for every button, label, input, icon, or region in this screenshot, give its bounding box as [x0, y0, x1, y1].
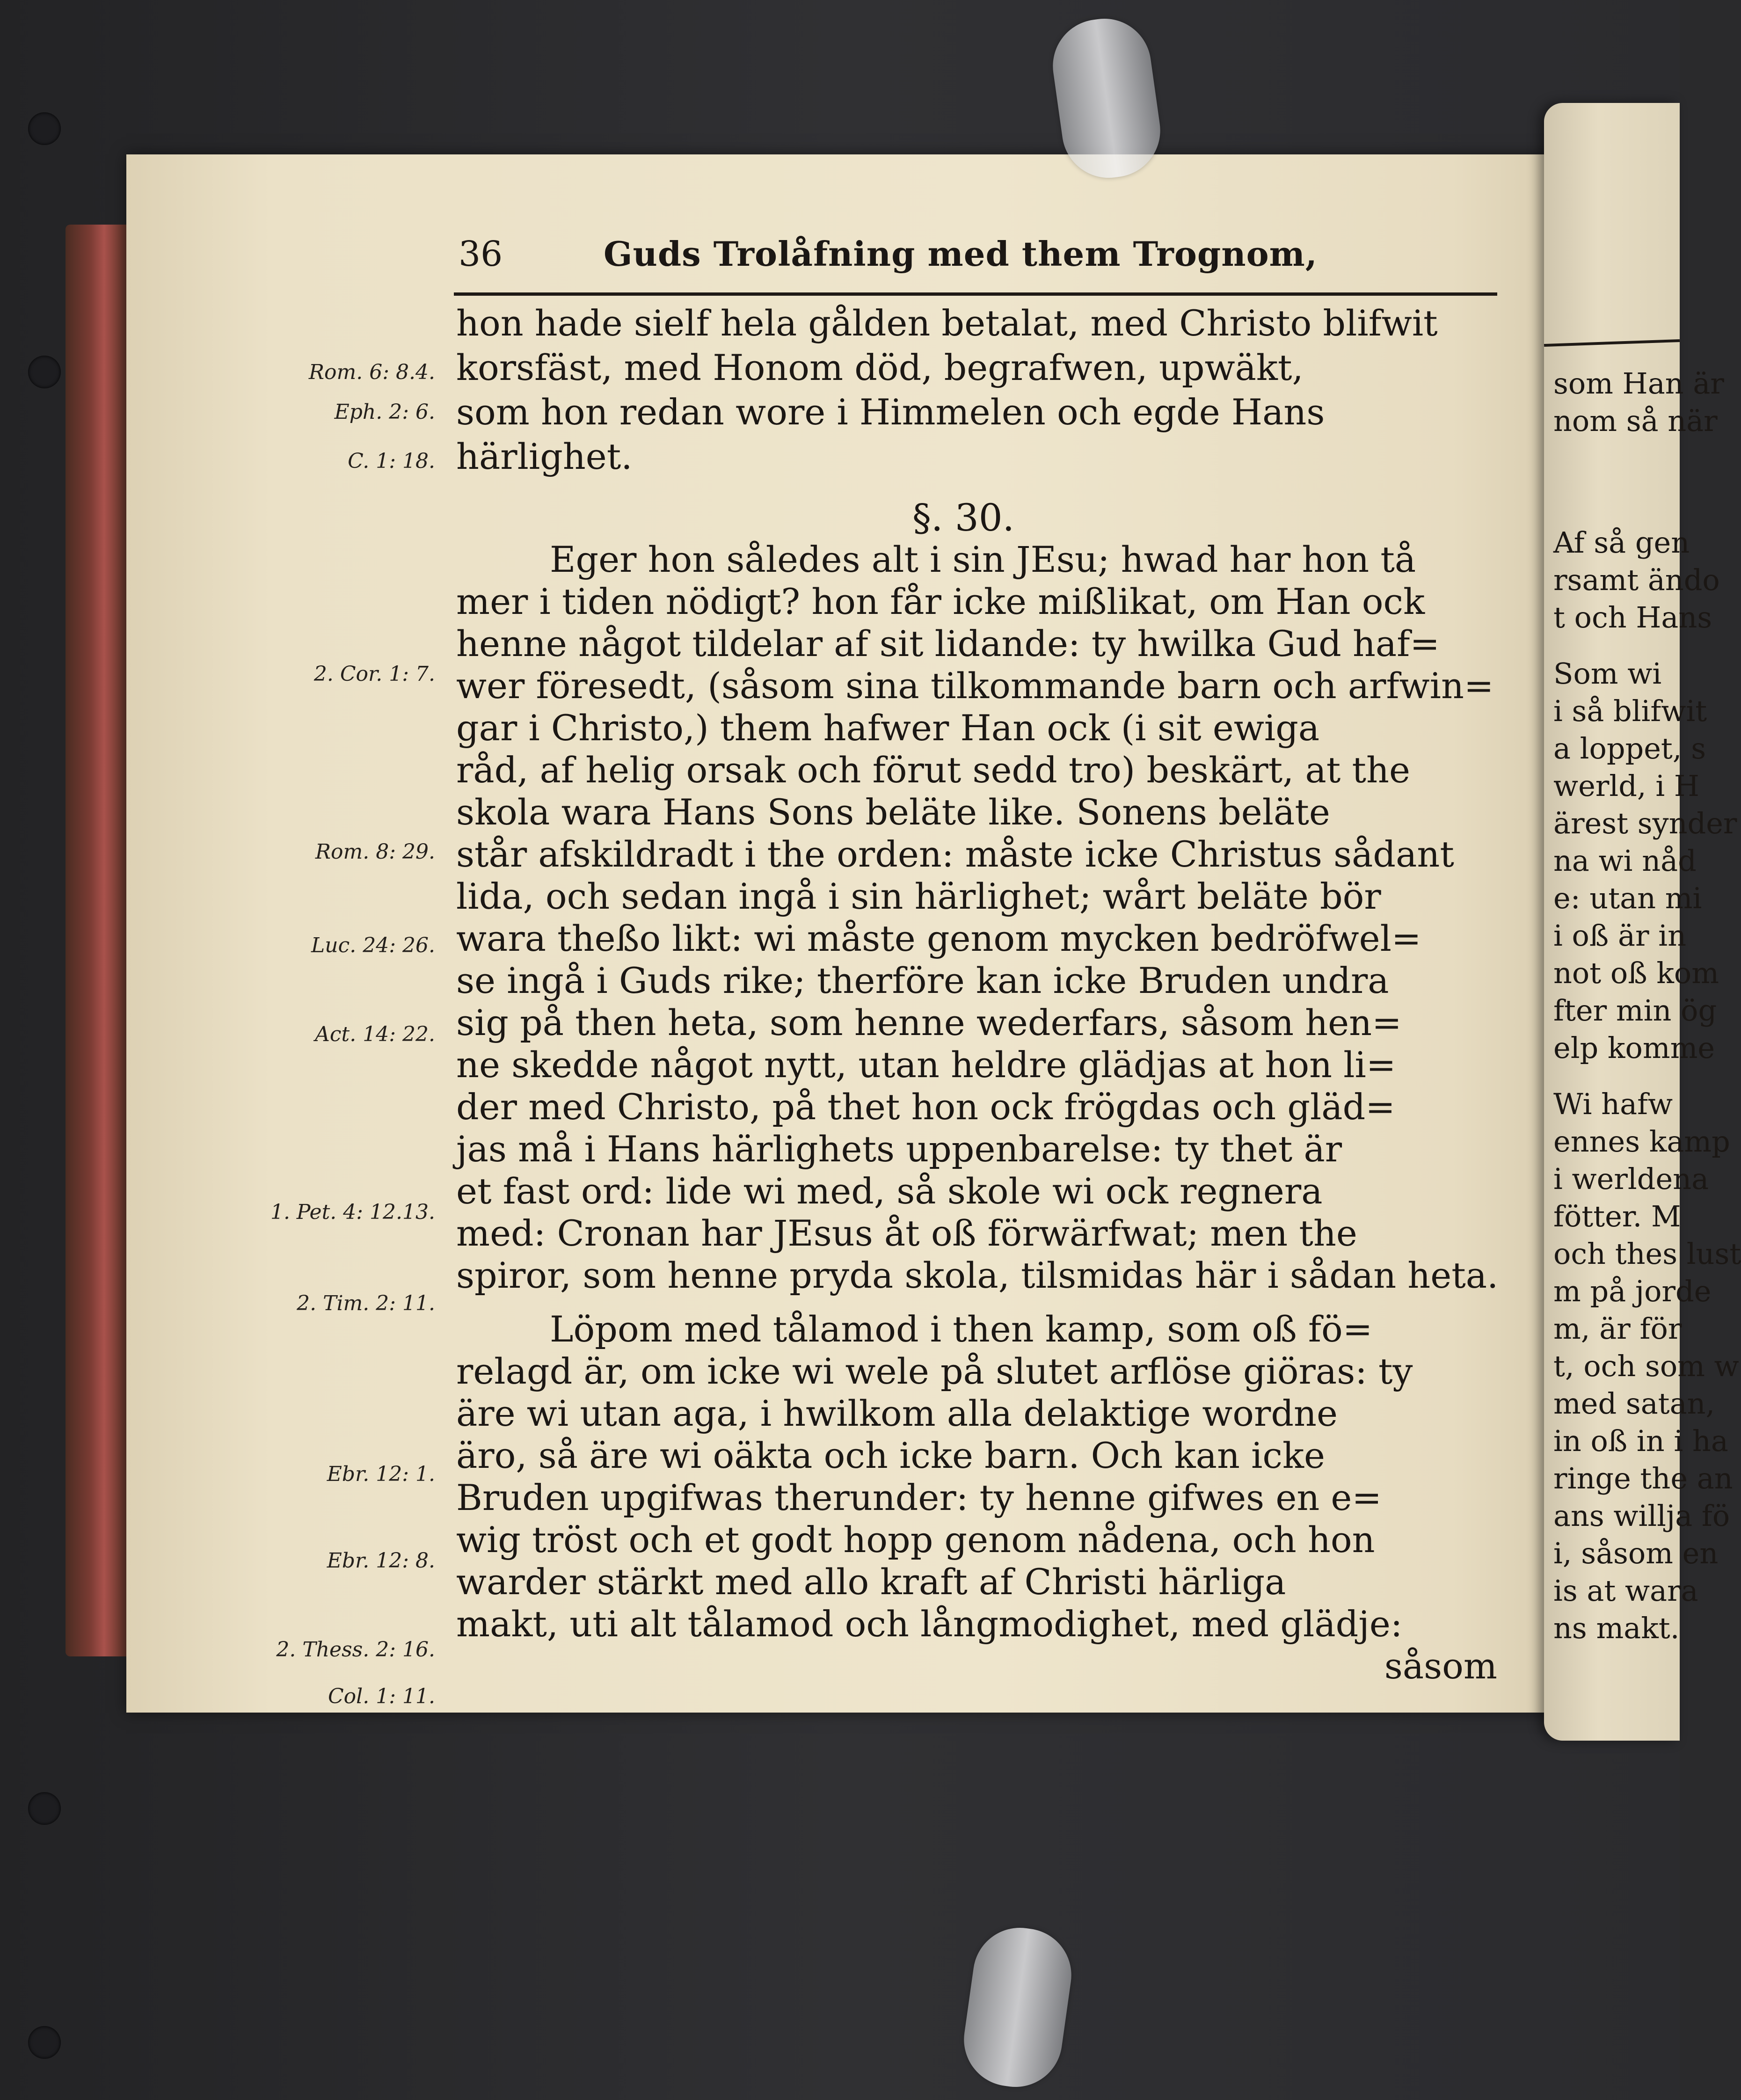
next-page-line: in oß in i ha — [1553, 1424, 1728, 1458]
margin-reference: Ebr. 12: 1. — [327, 1462, 435, 1486]
text-line: relagd är, om icke wi wele på slutet arflöse giöras: ty — [456, 1350, 1413, 1392]
next-page-rule — [1544, 339, 1680, 347]
next-page-line: ärest synder — [1553, 806, 1737, 840]
cradle-peg — [28, 356, 61, 388]
text-line: se ingå i Guds rike; therföre kan icke Bruden undra — [456, 960, 1389, 1001]
next-page-line: t, och som w — [1553, 1349, 1739, 1383]
next-page-line: na wi nåd — [1553, 844, 1697, 878]
next-page-line: med satan, — [1553, 1386, 1715, 1421]
text-line: henne något tildelar af sit lidande: ty hwilka Gud haf= — [456, 623, 1440, 664]
text-line: et fast ord: lide wi med, så skole wi ock regnera — [456, 1170, 1323, 1212]
next-page-line: och thes lust — [1553, 1237, 1741, 1271]
next-page-line: fötter. M — [1553, 1199, 1681, 1233]
text-line: står afskildradt i the orden: måste icke Christus sådant — [456, 833, 1454, 875]
margin-reference: Eph. 2: 6. — [334, 400, 435, 424]
next-page-line: werld, i H — [1553, 769, 1699, 803]
text-line: lida, och sedan ingå i sin härlighet; wårt beläte bör — [456, 875, 1381, 917]
next-page-line: elp komme — [1553, 1031, 1715, 1065]
next-page-line: m på jorde — [1553, 1274, 1712, 1308]
next-page-line: is at wara — [1553, 1574, 1698, 1608]
text-line: äre wi utan aga, i hwilkom alla delaktige wordne — [456, 1393, 1338, 1434]
text-line: hon hade sielf hela gålden betalat, med Christo blifwit — [456, 302, 1438, 344]
margin-reference: 2. Tim. 2: 11. — [297, 1291, 435, 1315]
text-line: med: Cronan har JEsus åt oß förwärfwat; men the — [456, 1212, 1357, 1254]
page-number: 36 — [459, 234, 503, 274]
text-line: mer i tiden nödigt? hon får icke mißlikat, om Han ock — [456, 581, 1425, 622]
margin-reference: 1. Pet. 4: 12.13. — [270, 1200, 435, 1224]
margin-reference: Ebr. 12: 8. — [327, 1549, 435, 1573]
next-page-line: som Han är — [1553, 366, 1724, 401]
next-page-line: ns makt. — [1553, 1611, 1680, 1645]
margin-reference: 2. Thess. 2: 16. — [276, 1638, 435, 1662]
running-title: Guds Trolåfning med them Trognom, — [604, 234, 1318, 274]
next-page-line: ringe the an — [1553, 1461, 1733, 1495]
text-line: Löpom med tålamod i then kamp, som oß fö= — [550, 1308, 1373, 1350]
next-page-line: i, såsom en — [1553, 1536, 1719, 1570]
next-page-line: Som wi — [1553, 656, 1662, 691]
margin-reference: C. 1: 18. — [348, 449, 435, 473]
text-line: warder stärkt med allo kraft af Christi härliga — [456, 1561, 1286, 1603]
margin-reference: 2. Cor. 1: 7. — [313, 662, 435, 686]
text-line: wer föresedt, (såsom sina tilkommande barn och arfwin= — [456, 665, 1494, 707]
text-line: äro, så äre wi oäkta och icke barn. Och kan icke — [456, 1435, 1325, 1476]
next-page-line: not oß kom — [1553, 956, 1719, 990]
next-page-line: t och Hans — [1553, 600, 1712, 634]
margin-reference: Luc. 24: 26. — [311, 933, 435, 957]
next-page-line: ans willja fö — [1553, 1499, 1730, 1533]
next-page-line: nom så när — [1553, 404, 1718, 438]
text-line: Bruden upgifwas therunder: ty henne gifwes en e= — [456, 1477, 1382, 1518]
margin-reference: Act. 14: 22. — [315, 1022, 435, 1046]
next-page-line: Wi hafw — [1553, 1087, 1673, 1121]
text-line: Eger hon således alt i sin JEsu; hwad har hon tå — [550, 539, 1416, 580]
catchword: såsom — [1384, 1645, 1497, 1687]
book-spine — [66, 225, 136, 1656]
page-header — [459, 234, 1502, 290]
next-page-line: Af så gen — [1553, 525, 1690, 560]
next-page-line: i så blifwit — [1553, 694, 1707, 728]
next-page-line: fter min ög — [1553, 993, 1717, 1028]
cradle-peg — [28, 2026, 61, 2059]
next-page-line: a loppet, s — [1553, 731, 1706, 766]
text-line: härlighet. — [456, 436, 633, 477]
text-line: wig tröst och et godt hopp genom nådena, och hon — [456, 1519, 1375, 1560]
margin-reference: Col. 1: 11. — [328, 1684, 435, 1708]
header-rule — [454, 292, 1497, 296]
next-page-line: m, är för — [1553, 1312, 1682, 1346]
margin-reference: Rom. 6: 8.4. — [308, 360, 435, 384]
text-line: der med Christo, på thet hon ock frögdas och gläd= — [456, 1086, 1395, 1128]
text-line: sig på then heta, som henne wederfars, såsom hen= — [456, 1002, 1402, 1043]
text-line: skola wara Hans Sons beläte like. Sonens beläte — [456, 791, 1330, 833]
next-page-line: rsamt ändo — [1553, 563, 1720, 597]
next-page-line: i oß är in — [1553, 919, 1687, 953]
text-line: som hon redan wore i Himmelen och egde Hans — [456, 391, 1325, 433]
next-page-line: ennes kamp — [1553, 1124, 1730, 1159]
next-page-line: e: utan mi — [1553, 881, 1702, 915]
next-page — [1544, 103, 1741, 1741]
text-line: råd, af helig orsak och förut sedd tro) beskärt, at the — [456, 749, 1410, 791]
text-line: korsfäst, med Honom död, begrafwen, upwäkt, — [456, 347, 1304, 388]
cradle-peg — [28, 112, 61, 145]
text-line: spiror, som henne pryda skola, tilsmidas här i sådan heta. — [456, 1254, 1499, 1296]
cradle-peg — [28, 1792, 61, 1825]
text-line: makt, uti alt tålamod och långmodighet, med glädje: — [456, 1603, 1403, 1645]
text-line: ne skedde något nytt, utan heldre glädjas at hon li= — [456, 1044, 1396, 1086]
text-line: wara theßo likt: wi måste genom mycken bedröfwel= — [456, 918, 1421, 959]
text-line: gar i Christo,) them hafwer Han ock (i sit ewiga — [456, 707, 1320, 749]
text-line: jas må i Hans härlighets uppenbarelse: ty thet är — [456, 1128, 1342, 1170]
next-page-line: i werldena — [1553, 1162, 1709, 1196]
margin-reference: Rom. 8: 29. — [315, 840, 435, 864]
section-heading: §. 30. — [912, 496, 1015, 540]
